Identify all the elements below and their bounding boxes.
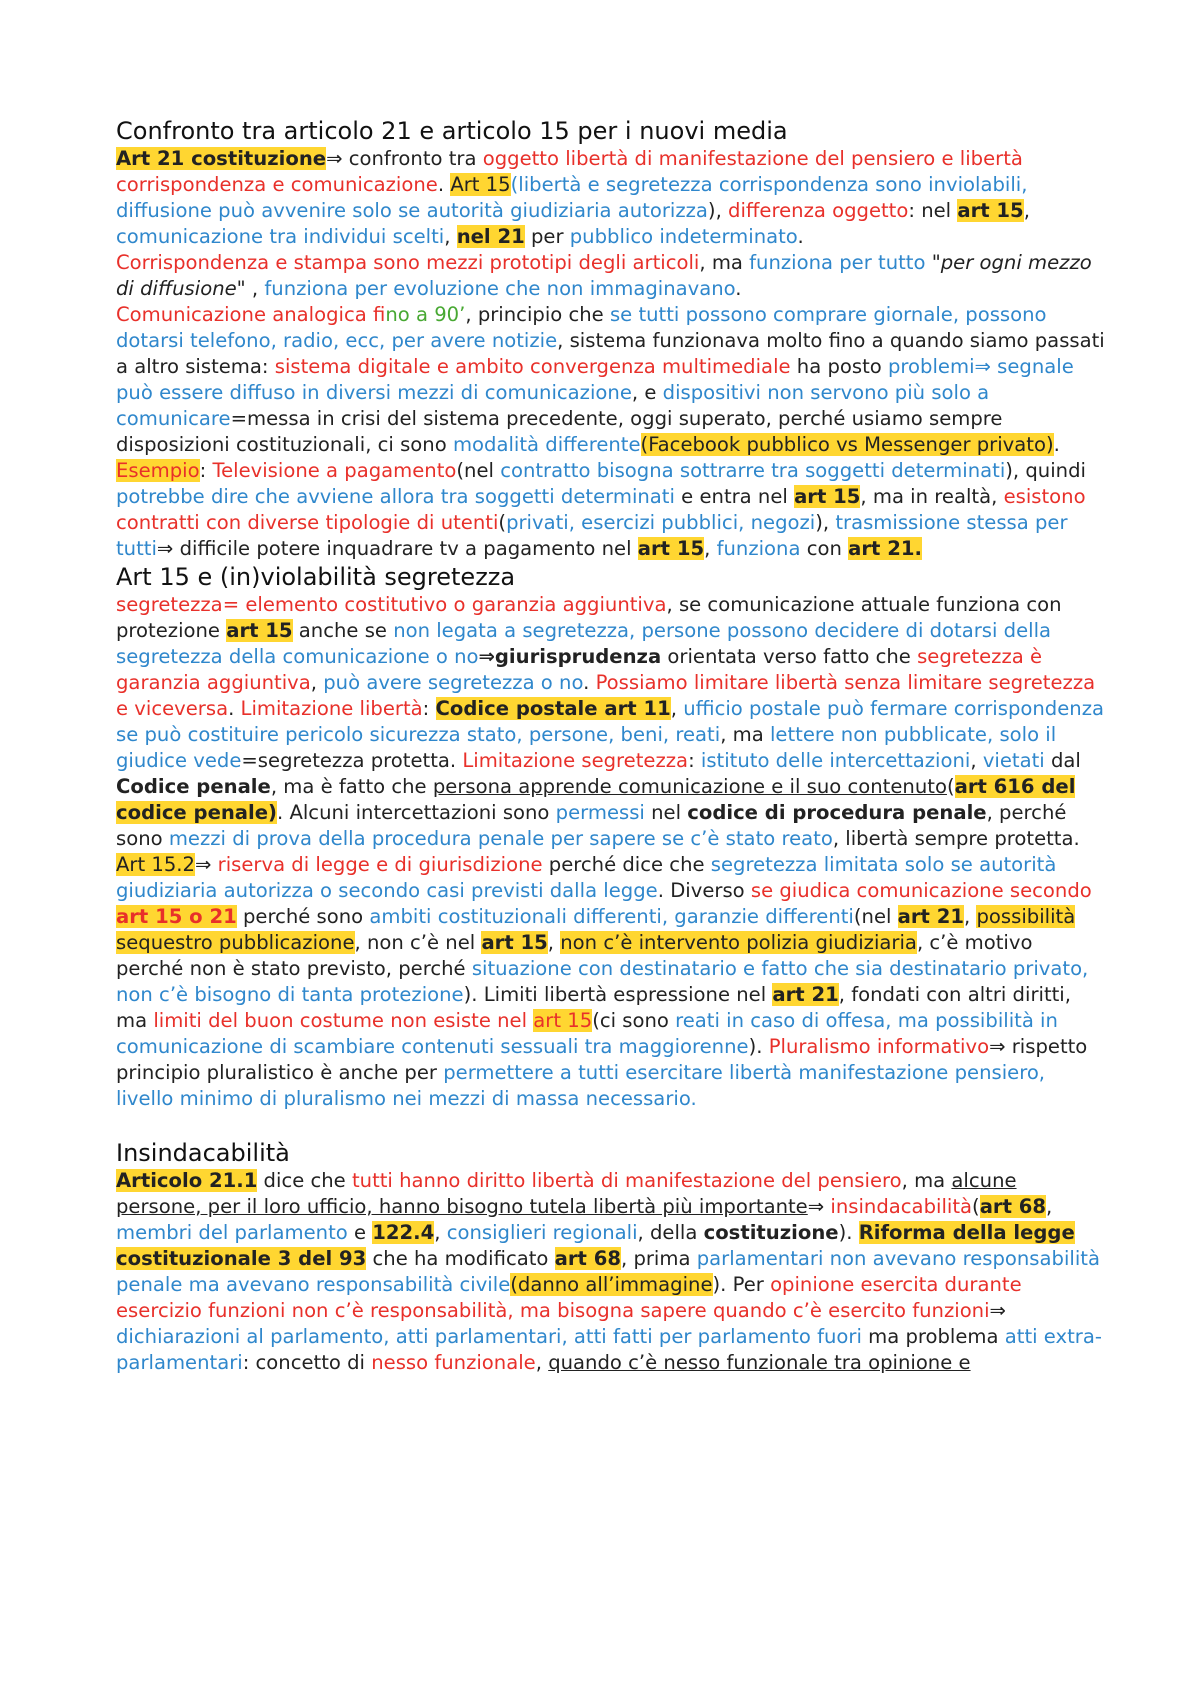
text-run: , — [434, 1221, 447, 1244]
text-run: Pluralismo informativo — [768, 1035, 990, 1058]
highlighted-text: art 15 — [794, 485, 861, 508]
text-run: : concetto di — [242, 1351, 372, 1374]
text-run: ), quindi — [1005, 459, 1086, 482]
text-run: ⇒ confronto tra — [326, 147, 483, 170]
text-run: esistono contratti con diverse tipologie di utenti — [116, 485, 1086, 534]
document-section — [116, 1112, 1106, 1376]
text-run: , ma — [901, 1169, 952, 1192]
text-run: insindacabilità — [830, 1195, 973, 1218]
text-run: " , — [236, 277, 265, 300]
text-run: non legata a segretezza, persone possono decidere di dotarsi della segretezza della comunicazione o no — [116, 619, 1052, 668]
paragraph — [116, 592, 1106, 852]
text-run: , ma in realtà, — [860, 485, 1004, 508]
text-run: mezzi di prova della procedura penale per sapere se c’è stato reato — [168, 827, 833, 850]
text-run: , della — [637, 1221, 704, 1244]
text-run: privati, esercizi pubblici, negozi — [506, 511, 816, 534]
text-run: , ma è fatto che — [270, 775, 433, 798]
text-run: , perché sono — [116, 801, 1067, 850]
text-run: , ma — [699, 251, 750, 274]
document-page — [116, 116, 1106, 1376]
highlighted-text: possibilità sequestro pubblicazione — [116, 905, 1076, 954]
section-heading: Insindacabilità — [116, 1139, 290, 1167]
highlighted-text: art 15 — [957, 199, 1024, 222]
text-run: può avere segretezza o no — [323, 671, 584, 694]
text-run: funziona per evoluzione che non immaginavano — [264, 277, 736, 300]
text-run: Limitazione segretezza — [462, 749, 689, 772]
text-run: , — [1046, 1195, 1053, 1218]
text-run: parlamentari non avevano responsabilità penale ma avevano responsabilità civile — [116, 1247, 1100, 1296]
highlighted-text: art 21. — [848, 537, 922, 560]
paragraph — [116, 146, 1106, 250]
text-run: =messa in crisi del sistema precedente, oggi superato, perché usiamo sempre disposizioni costituzionali, ci sono — [116, 407, 1003, 456]
text-run: , — [670, 697, 684, 720]
text-run: quando c’è nesso funzionale tra opinione e — [548, 1351, 971, 1374]
text-run: ). — [838, 1221, 859, 1244]
highlighted-text: non c’è intervento polizia giudiziaria — [560, 931, 917, 954]
text-run: potrebbe dire che avviene allora tra soggetti determinati — [116, 485, 675, 508]
text-run: (nel — [456, 459, 501, 482]
text-run: segretezza è garanzia aggiuntiva — [116, 645, 1043, 694]
text-run: , — [535, 1351, 549, 1374]
highlighted-text: 122.4 — [372, 1221, 435, 1244]
text-run: . — [437, 173, 451, 196]
text-run: e — [347, 1221, 373, 1244]
text-run: (nel — [853, 905, 898, 928]
text-run: e entra nel — [674, 485, 795, 508]
text-run: tutti hanno diritto libertà di manifestazione del pensiero — [351, 1169, 902, 1192]
section-heading: Art 15 e (in)violabilità segretezza — [116, 563, 516, 591]
text-run: , se comunicazione attuale funziona con protezione — [116, 593, 1062, 642]
text-run: istituto delle intercettazioni — [700, 749, 971, 772]
text-run: , — [964, 905, 977, 928]
text-run: . — [797, 225, 804, 248]
text-run: se tutti possono comprare giornale, possono dotarsi telefono, radio, ecc, per avere notizie — [116, 303, 1047, 352]
text-run: . — [228, 697, 241, 720]
text-run: ( — [972, 1195, 980, 1218]
text-run: , prima — [620, 1247, 697, 1270]
text-run: sistema digitale e ambito convergenza multimediale — [274, 355, 791, 378]
text-run: nesso funzionale — [371, 1351, 536, 1374]
text-run: differenza oggetto — [728, 199, 909, 222]
text-run: , c’è motivo perché non è stato previsto, perché — [116, 931, 1033, 980]
text-run: limiti del buon costume non esiste nel — [153, 1009, 534, 1032]
text-run: oggetto libertà di manifestazione del pensiero e libertà corrispondenza e comunicazione — [116, 147, 1023, 196]
text-run: ma problema — [861, 1325, 1005, 1348]
text-run: Limitazione libertà — [240, 697, 423, 720]
text-run: persona apprende comunicazione e il suo contenuto — [432, 775, 947, 798]
text-run: , principio che — [465, 303, 610, 326]
text-run: segretezza= elemento costitutivo o garanzia aggiuntiva — [116, 593, 667, 616]
text-run: per ogni mezzo di diffusione — [116, 251, 1092, 300]
highlighted-text: art 15 o 21 — [116, 905, 237, 928]
text-run: anche se — [292, 619, 394, 642]
text-run: , — [970, 749, 983, 772]
text-run: . — [1053, 433, 1060, 456]
text-run: (libertà e segretezza corrispondenza sono inviolabili, diffusione può avvenire solo se autorità giudiziaria autorizza — [116, 173, 1028, 222]
text-run: , e — [631, 381, 663, 404]
text-run: membri del parlamento — [116, 1221, 348, 1244]
text-run: lettere non pubblicate, solo il giudice vede — [116, 723, 1057, 772]
text-run: ⇒ — [195, 853, 218, 876]
text-run: funziona per tutto — [749, 251, 926, 274]
section-heading: Confronto tra articolo 21 e articolo 15 per i nuovi media — [116, 117, 788, 145]
text-run: " — [925, 251, 941, 274]
document-section — [116, 562, 1106, 1112]
text-run: nel — [644, 801, 688, 824]
text-run: problemi⇒ segnale può essere diffuso in diversi mezzi di comunicazione — [116, 355, 1074, 404]
text-run: opinione esercita durante esercizio funzioni non c’è responsabilità, ma bisogna sapere quando c’è esercito funzioni — [116, 1273, 1022, 1322]
text-run: alcune persone, per il loro ufficio, hanno bisogno tutela libertà più importante — [116, 1169, 1017, 1218]
highlighted-text: Esempio — [116, 459, 200, 482]
text-run: ( — [498, 511, 507, 534]
text-run: . Diverso — [657, 879, 751, 902]
text-run: Comunicazione analogica f — [116, 303, 386, 326]
text-run: ha posto — [790, 355, 888, 378]
text-run: , — [310, 671, 324, 694]
text-run: consiglieri regionali — [446, 1221, 638, 1244]
text-run: Televisione a pagamento — [212, 459, 457, 482]
text-run: ⇒ rispetto principio pluralistico è anche per — [116, 1035, 1088, 1084]
text-run: dal — [1044, 749, 1081, 772]
text-run: ), — [707, 199, 729, 222]
text-run: : — [422, 697, 436, 720]
text-run: funziona — [716, 537, 801, 560]
document-section — [116, 116, 1106, 562]
text-run: con — [800, 537, 849, 560]
text-run: ). Per — [712, 1273, 771, 1296]
text-run: , — [444, 225, 457, 248]
highlighted-text: nel 21 — [456, 225, 525, 248]
text-run: . — [583, 671, 596, 694]
text-run: per — [524, 225, 570, 248]
text-run: dichiarazioni al parlamento, atti parlamentari, atti fatti per parlamento fuori — [116, 1325, 862, 1348]
text-run: ⇒giurisprudenza — [478, 645, 662, 668]
text-run: situazione con destinatario e fatto che sia destinatario privato, non c’è bisogno di tanta protezione — [116, 957, 1089, 1006]
text-run: permessi — [555, 801, 645, 824]
text-run: ufficio postale può fermare corrispondenza se può costituire pericolo sicurezza stato, persone, beni, reati — [116, 697, 1105, 746]
text-run: ( — [946, 775, 955, 798]
text-run: trasmissione stessa per tutti — [116, 511, 1068, 560]
highlighted-text: art 15 — [481, 931, 548, 954]
highlighted-text: art 68 — [554, 1247, 621, 1270]
text-run: . — [735, 277, 742, 300]
text-run: perché dice che — [542, 853, 711, 876]
highlighted-text: Articolo 21.1 — [116, 1169, 258, 1192]
paragraph — [116, 852, 1106, 1112]
text-run: ), — [815, 511, 836, 534]
text-run: : nel — [908, 199, 958, 222]
text-run: segretezza limitata solo se autorità giudiziaria autorizza o secondo casi previsti dalla legge — [116, 853, 1057, 902]
highlighted-text: art 68 — [979, 1195, 1047, 1218]
text-run: comunicazione tra individui scelti — [116, 225, 445, 248]
text-run: , fondati con altri diritti, ma — [116, 983, 1071, 1032]
highlighted-text: art 21 — [897, 905, 965, 928]
text-run: (ci sono — [592, 1009, 676, 1032]
text-run: permettere a tutti esercitare libertà manifestazione pensiero, livello minimo di pluralismo nei mezzi di massa necessario. — [116, 1061, 1046, 1110]
text-run: , — [1023, 199, 1030, 222]
text-run: orientata verso fatto che — [661, 645, 918, 668]
highlighted-text: Codice postale art 11 — [435, 697, 671, 720]
text-run: , non c’è nel — [354, 931, 482, 954]
text-run: vietati — [982, 749, 1045, 772]
highlighted-text: (danno all’immagine — [510, 1273, 713, 1296]
text-run: , sistema funzionava molto fino a quando siamo passati a altro sistema: — [116, 329, 1105, 378]
text-run: , ma — [720, 723, 770, 746]
text-run: dice che — [257, 1169, 352, 1192]
text-run: ambiti costituzionali differenti, garanzie differenti — [369, 905, 854, 928]
highlighted-text: art 21 — [772, 983, 839, 1006]
highlighted-text: Art 15.2 — [116, 853, 195, 876]
text-run: : — [688, 749, 701, 772]
highlighted-text: art 15 — [637, 537, 705, 560]
highlighted-text: art 15 — [533, 1009, 593, 1032]
highlighted-text: art 15 — [226, 619, 293, 642]
paragraph — [116, 302, 1106, 562]
text-run: ino a 90’ — [385, 303, 466, 326]
text-run: =segretezza protetta. — [241, 749, 463, 772]
text-run: dispositivi non servono più solo a comunicare — [116, 381, 990, 430]
text-run: atti extra-parlamentari — [116, 1325, 1102, 1374]
text-run: Possiamo limitare libertà senza limitare segretezza e viceversa — [116, 671, 1096, 720]
paragraph-spacer — [116, 1112, 1106, 1138]
text-run: Corrispondenza e stampa sono mezzi prototipi degli articoli — [116, 251, 700, 274]
text-run: codice di procedura penale — [687, 801, 987, 824]
highlighted-text: (Facebook pubblico vs Messenger privato) — [640, 433, 1054, 456]
highlighted-text: Art 15 — [450, 173, 511, 196]
text-run: ⇒ — [807, 1195, 831, 1218]
text-run: : — [199, 459, 213, 482]
text-run: pubblico indeterminato — [569, 225, 798, 248]
text-run: reati in caso di offesa, ma possibilità in comunicazione di scambiare contenuti sessuali tra maggiorenne — [116, 1009, 1058, 1058]
highlighted-text: Riforma della legge costituzionale 3 del 93 — [116, 1221, 1075, 1270]
text-run: . Alcuni intercettazioni sono — [277, 801, 556, 824]
text-run: modalità differente — [452, 433, 641, 456]
text-run: riserva di legge e di giurisdizione — [217, 853, 543, 876]
text-run: ⇒ — [989, 1299, 1006, 1322]
highlighted-text: Art 21 costituzione — [116, 147, 327, 170]
text-run: perché sono — [236, 905, 370, 928]
paragraph — [116, 1168, 1106, 1376]
text-run: Codice penale — [116, 775, 271, 798]
text-run: ). Limiti libertà espressione nel — [463, 983, 773, 1006]
text-run: costituzione — [703, 1221, 839, 1244]
text-run: ⇒ difficile potere inquadrare tv a pagamento nel — [156, 537, 638, 560]
text-run: ). — [748, 1035, 769, 1058]
paragraph — [116, 250, 1106, 302]
text-run: , libertà sempre protetta. — [832, 827, 1080, 850]
text-run: se giudica comunicazione secondo — [750, 879, 1092, 902]
highlighted-text: art 616 del codice penale) — [116, 775, 1076, 824]
text-run: , — [704, 537, 717, 560]
text-run: che ha modificato — [366, 1247, 555, 1270]
text-run: , — [547, 931, 561, 954]
text-run: contratto bisogna sottrarre tra soggetti determinati — [500, 459, 1006, 482]
